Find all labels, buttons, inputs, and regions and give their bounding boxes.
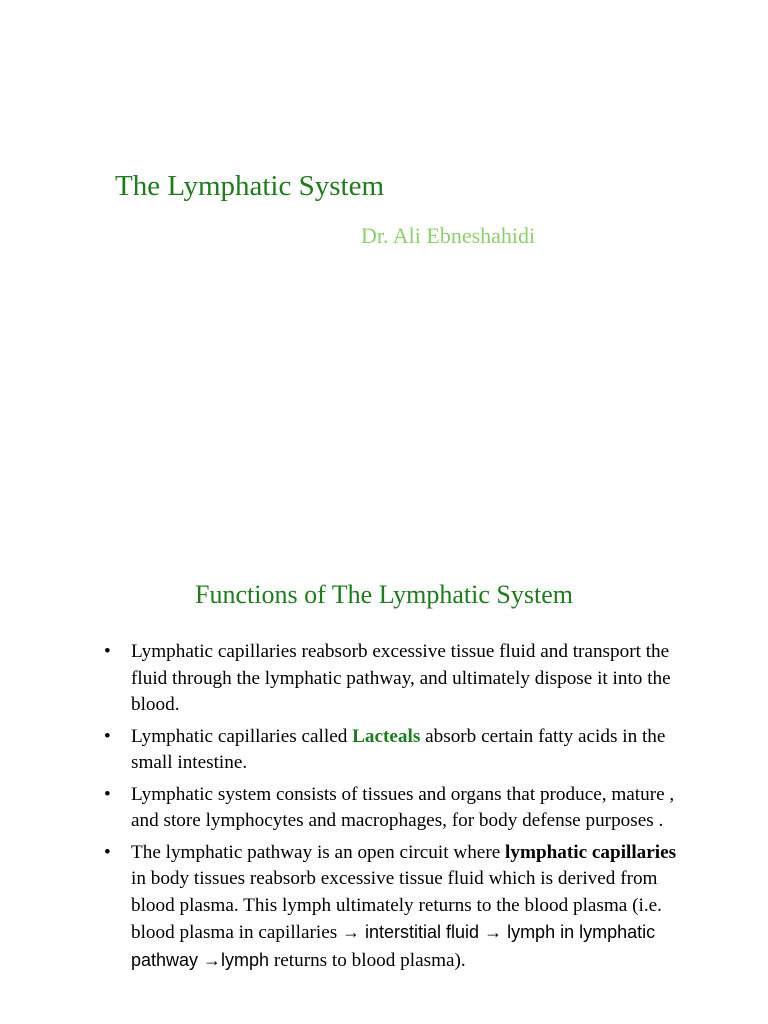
slide-2-title: Functions of The Lymphatic System <box>195 580 573 609</box>
bullet-text: Lymphatic capillaries reabsorb excessive tissue fluid and transport the fluid through the lymphatic pathway, and ultimately dispose it into the blood. <box>131 641 671 715</box>
slide-1-title: The Lymphatic System <box>115 170 385 202</box>
bullet-text: returns to blood plasma). <box>269 949 466 971</box>
lacteals-term: Lacteals <box>352 725 421 747</box>
bullet-point-icon: • <box>104 841 111 863</box>
bullet-text: in body tissues reabsorb excessive tissue fluid which is derived from blood plasma. This lymph ultimately returns to the blood plasma (i.e. blood plasma in capillaries <box>131 868 662 943</box>
lymphatic-capillaries-term: lymphatic capillaries <box>505 841 677 863</box>
bullet-item <box>104 639 684 719</box>
functions-bullet-list <box>104 639 684 979</box>
bullet-point-icon: • <box>104 725 111 747</box>
bullet-point-icon: • <box>104 783 111 805</box>
bullet-text: absorb certain fatty acids in the small intestine. <box>131 725 666 773</box>
slide-1-author: Dr. Ali Ebneshahidi <box>361 223 536 248</box>
bullet-text: Lymphatic system consists of tissues and organs that produce, mature , and store lymphocytes and macrophages, for body defense purposes . <box>131 783 675 831</box>
bullet-item <box>104 840 684 975</box>
bullet-item <box>104 724 684 777</box>
flow-sequence: → interstitial fluid → lymph in lymphatic pathway →lymph <box>131 922 656 970</box>
bullet-point-icon: • <box>104 641 111 662</box>
bullet-text: The lymphatic pathway is an open circuit where <box>131 841 506 863</box>
bullet-item <box>104 782 684 835</box>
bullet-text: Lymphatic capillaries called <box>131 725 353 747</box>
